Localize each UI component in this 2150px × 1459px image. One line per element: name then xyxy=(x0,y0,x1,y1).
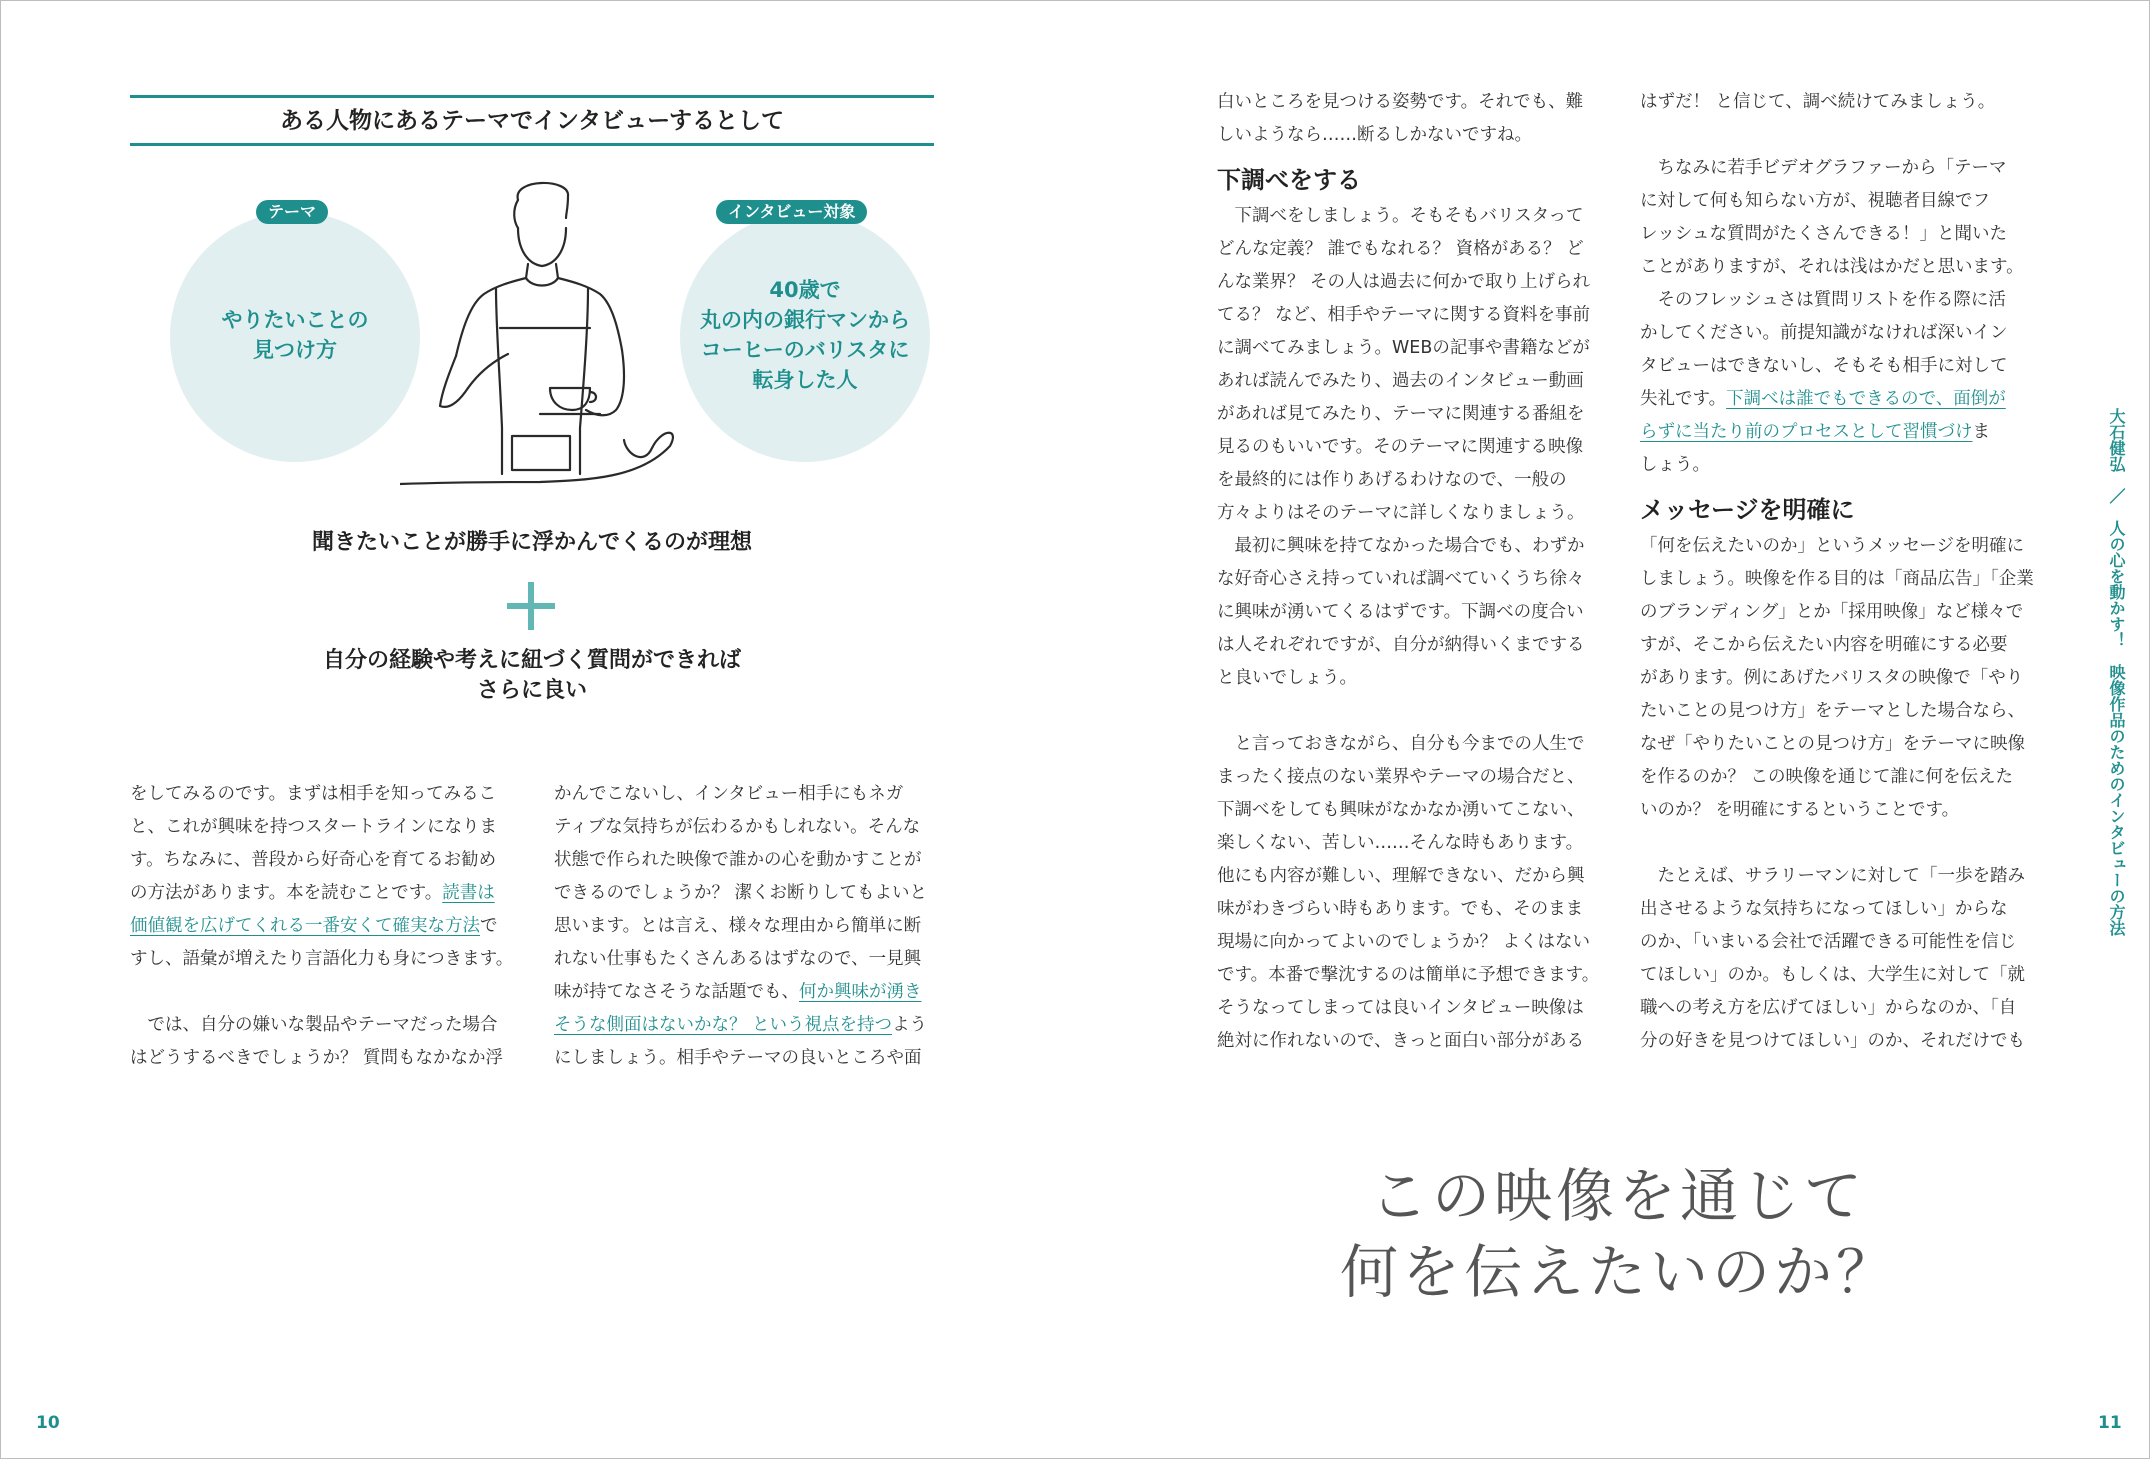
diagram-top-rule xyxy=(130,95,934,98)
theme-text: やりたいことの 見つけ方 xyxy=(221,308,369,362)
ideal-text: 聞きたいことが勝手に浮かんでくるのが理想 xyxy=(311,530,752,555)
diagram-title: ある人物にあるテーマでインタビューするとして xyxy=(280,108,784,134)
running-title: 大石健弘 ／ 人の心を動かす！ 映像作品のためのインタビューの方法 xyxy=(2107,408,2126,936)
theme-label: テーマ xyxy=(256,200,328,224)
page-number-right: 11 xyxy=(2098,1413,2122,1433)
right-column-1: 白いところを見つける姿勢です。それでも、難 しいようなら……断るしかないですね。 下調べをする 下調べをしましょう。そもそもバリスタって どんな定義？ 誰でもなれる？ 資格がある？ ど んな業界？ その人は過去に何かで取り上げられ てる？ など、相手やテーマに関する資料を事前 に調べてみましょう。WEBの記事や書籍などが あれば読んでみたり、過去のインタビュー動画 があれば見てみたり、テーマに関連する番組を 見るのもいいです。そのテーマに関連する映像 を最終的には作りあげるわけなので、一般の 方々よりはそのテーマに詳しくなりましょう。 最初に興味を持てなかった場合でも、わずか な好奇心さえ持っていれば調べていくうち徐々 に興味が湧いてくるはずです。下調べの度合い は人それぞれですが、自分が納得いくまでする と良いでしょう。 と言っておきながら、自分も今までの人生で まったく接点のない業界やテーマの場合だと、 下調べをしても興味がなかなか湧いてこない、 楽しくない、苦しい……そんな時もあります。 他にも内容が難しい、理解できない、だから興 味がわきづらい時もあります。でも、そのまま 現場に向かってよいのでしょうか？ よくはない です。本番で撃沈するのは簡単に予想できます。 そうなってしまっては良いインタビュー映像は 絶対に作れないので、きっと面白い部分がある xyxy=(1217,92,1600,1051)
heading-message: メッセージを明確に xyxy=(1640,496,1855,524)
better-text: 自分の経験や考えに紐づく質問ができれば さらに良い xyxy=(322,648,741,703)
interviewee-label: インタビュー対象 xyxy=(716,200,867,224)
highlight-reading-2: 価値観を広げてくれる一番安くて確実な方法 xyxy=(130,916,480,936)
interviewee-text: 40歳で 丸の内の銀行マンから コーヒーのバリスタに 転身した人 xyxy=(700,278,910,392)
highlight-research-2: らずに当たり前のプロセスとして習慣づけ xyxy=(1640,422,1973,442)
highlight-reading: 読書は xyxy=(442,883,495,903)
page-number-left: 10 xyxy=(36,1413,60,1433)
highlight-research: 下調べは誰でもできるので、面倒が xyxy=(1726,389,2006,409)
left-column-1: をしてみるのです。まずは相手を知ってみるこ と、これが興味を持つスタートラインになりま す。ちなみに、普段から好奇心を育てるお勧め の方法があります。本を読むことです。読書は 価値観を広げてくれる一番安くて確実な方法で すし、語彙が増えたり言語化力も身につきます。 では、自分の嫌いな製品やテーマだった場合 はどうするべきでしょうか？ 質問もなかなか浮 xyxy=(130,784,514,1068)
diagram-bottom-rule xyxy=(130,143,934,146)
highlight-interest-2: そうな側面はないかな？ という視点を持つ xyxy=(554,1015,893,1035)
right-column-2: はずだ！ と信じて、調べ続けてみましょう。 ちなみに若手ビデオグラファーから「テーマ に対して何も知らない方が、視聴者目線でフ レッシュな質問がたくさんできる！」と聞いた ことがありますが、それは浅はかだと思います。 そのフレッシュさは質問リストを作る際に活 かしてください。前提知識がなければ深いイン タビューはできないし、そもそも相手に対して 失礼です。下調べは誰でもできるので、面倒が らずに当たり前のプロセスとして習慣づけま しょう。 メッセージを明確に 「何を伝えたいのか」というメッセージを明確に しましょう。映像を作る目的は「商品広告」「企業 のブランディング」とか「採用映像」など様々で すが、そこから伝えたい内容を明確にする必要 があります。例にあげたバリスタの映像で「やり たいことの見つけ方」をテーマとした場合なら、 なぜ「やりたいことの見つけ方」をテーマに映像 を作るのか？ この映像を通じて誰に何を伝えた いのか？ を明確にするということです。 たとえば、サラリーマンに対して「一歩を踏み 出させるような気持ちになってほしい」からな のか、「いまいる会社で活躍できる可能性を信じ てほしい」のか。もしくは、大学生に対して「就 職への考え方を広げてほしい」からなのか、「自 分の好きを見つけてほしい」のか、それだけでも xyxy=(1640,92,2034,1051)
highlight-interest: 何か興味が湧き xyxy=(799,982,922,1002)
pull-quote: この映像を通じて 何を伝えたいのか？ xyxy=(1340,1162,1899,1306)
left-column-2: かんでこないし、インタビュー相手にもネガ ティブな気持ちが伝わるかもしれない。そんな 状態で作られた映像で誰かの心を動かすことが できるのでしょうか？ 潔くお断りしてもよいと 思います。とは言え、様々な理由から簡単に断 れない仕事もたくさんあるはずなので、一見興 味が持てなさそうな話題でも、何か興味が湧き そうな側面はないかな？ という視点を持つよう にしましょう。相手やテーマの良いところや面 xyxy=(554,784,928,1068)
plus-icon xyxy=(507,582,555,630)
barista-illustration xyxy=(400,178,680,490)
heading-research: 下調べをする xyxy=(1217,166,1361,194)
